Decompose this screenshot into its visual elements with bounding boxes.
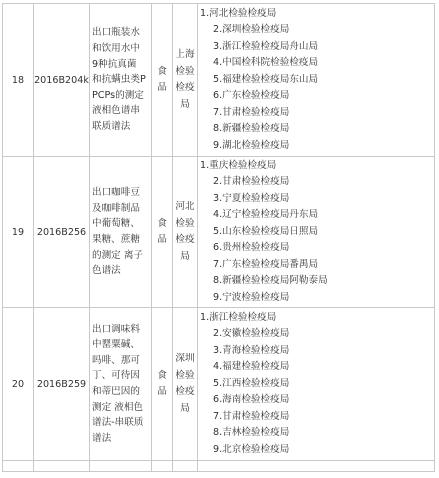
lab-item: 4.福建检验检疫局 [213, 361, 290, 373]
lab-item: 4.中国检科院检验检疫局 [213, 57, 319, 69]
table-row [3, 461, 435, 472]
lab-item: 5.江西检验检疫局 [213, 377, 290, 389]
lab-item: 2.安徽检验检疫局 [213, 328, 290, 340]
standard-name-cell [90, 308, 152, 461]
category: 食品 [157, 65, 167, 93]
lead-organization: 深圳检验检疫局 [175, 353, 195, 414]
standards-table [2, 3, 435, 472]
lab-item: 6.贵州检验检疫局 [213, 242, 290, 254]
table-row [3, 157, 435, 308]
lab-item: 7.广东检验检疫局番禺局 [213, 258, 319, 270]
lab-item: 6.海南检验检疫局 [213, 394, 290, 406]
standard-name: 出口调味料中罂粟碱、吗啡、那可丁、可待因和蒂巴因的测定 液相色谱法-串联质谱法 [92, 323, 144, 444]
lab-item: 3.浙江检验检疫局舟山局 [213, 40, 319, 52]
lab-item: 3.宁夏检验检疫局 [213, 192, 290, 204]
category: 食品 [157, 217, 167, 245]
standard-name-cell [90, 157, 152, 308]
participating-labs [198, 4, 435, 157]
table-cell [34, 461, 90, 472]
participating-labs [198, 157, 435, 308]
row-number: 20 [3, 308, 34, 461]
project-id: 2016B259 [34, 308, 90, 461]
category-cell [152, 308, 173, 461]
participating-labs [198, 308, 435, 461]
lab-item: 8.新疆检验检疫局阿勒泰局 [213, 275, 328, 287]
standard-name-cell [90, 4, 152, 157]
table-row [3, 4, 435, 157]
standard-name: 出口瓶装水和饮用水中9种抗真菌和抗螨虫类PPCPs的测定 液相色谱串联质谱法 [92, 27, 146, 132]
lab-item: 6.广东检验检疫局 [213, 90, 290, 102]
lab-item: 3.青海检验检疫局 [213, 344, 290, 356]
category-cell [152, 4, 173, 157]
project-id: 2016B204k [34, 4, 90, 157]
table-row [3, 308, 435, 461]
table-cell [173, 461, 198, 472]
row-number: 19 [3, 157, 34, 308]
lab-item: 4.辽宁检验检疫局丹东局 [213, 209, 319, 221]
row-number: 18 [3, 4, 34, 157]
table-cell [152, 461, 173, 472]
lab-item: 9.湖北检验检疫局 [213, 139, 290, 151]
lead-organization: 上海检验检疫局 [175, 49, 195, 110]
lab-item: 1.重庆检验检疫局 [200, 159, 277, 171]
lab-item: 8.吉林检验检疫局 [213, 427, 290, 439]
lab-item: 2.深圳检验检疫局 [213, 24, 290, 36]
lab-item: 7.甘肃检验检疫局 [213, 410, 290, 422]
standard-name: 出口咖啡豆及咖啡制品中葡萄糖、果糖、蔗糖的测定 离子色谱法 [92, 187, 144, 277]
table-cell [3, 461, 34, 472]
table-cell [90, 461, 152, 472]
lab-item: 7.甘肃检验检疫局 [213, 106, 290, 118]
lab-item: 5.福建检验检疫局东山局 [213, 73, 319, 85]
category: 食品 [157, 369, 167, 397]
lab-item: 1.河北检验检疫局 [200, 7, 277, 19]
lead-organization-cell [173, 157, 198, 308]
lead-organization: 河北检验检疫局 [175, 201, 195, 262]
lead-organization-cell [173, 308, 198, 461]
lab-item: 2.甘肃检验检疫局 [213, 176, 290, 188]
table-cell [198, 461, 435, 472]
lab-item: 1.浙江检验检疫局 [200, 311, 277, 323]
lab-item: 9.宁波检验检疫局 [213, 291, 290, 303]
lead-organization-cell [173, 4, 198, 157]
lab-item: 9.北京检验检疫局 [213, 443, 290, 455]
lab-item: 5.山东检验检疫局日照局 [213, 225, 319, 237]
category-cell [152, 157, 173, 308]
project-id: 2016B256 [34, 157, 90, 308]
lab-item: 8.新疆检验检疫局 [213, 123, 290, 135]
